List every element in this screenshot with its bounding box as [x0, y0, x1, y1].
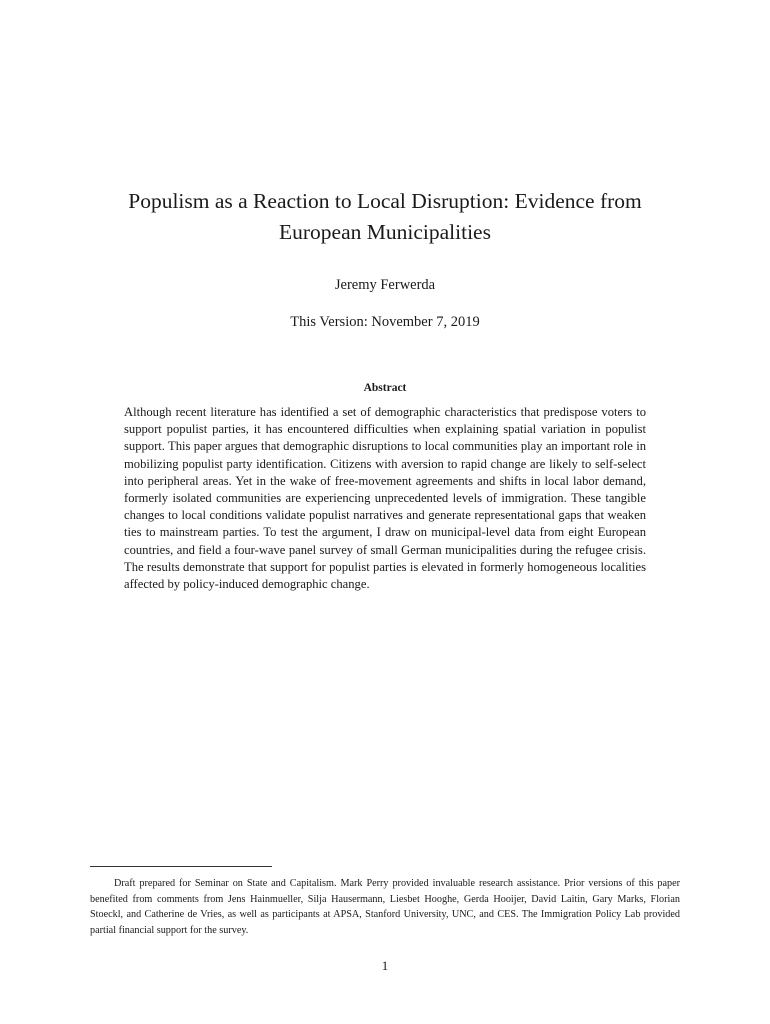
paper-title: Populism as a Reaction to Local Disruption: Evidence from European Municipalities [128, 189, 642, 244]
version-date: This Version: November 7, 2019 [290, 314, 480, 330]
footnote: Draft prepared for Seminar on State and Capitalism. Mark Perry provided invaluable research assistance. Prior versions of this paper benefited from comments from Jens Hainmueller, Silja Hausermann, Liesbet Hooghe, Gerda Hooijer, David Laitin, Gary Marks, Florian Stoeckl, and Catherine de Vries, as well as participants at APSA, Stanford University, UNC, and CES. The Immigration Policy Lab provided partial financial support for the survey. [90, 878, 680, 936]
author-name: Jeremy Ferwerda [334, 277, 436, 293]
abstract-body: Although recent literature has identified a set of demographic characteristics that predispose voters to support populist parties, it has encountered difficulties when explaining spatial variation in populist support. This paper argues that demographic disruptions to local communities play an important role in mobilizing populist party identification. Citizens with aversion to rapid change are likely to self-select into peripheral areas. Yet in the wake of free-movement agreements and shifts in local labor demand, formerly isolated communities are experiencing unprecedented levels of immigration. These tangible changes to local conditions validate populist narratives and generate representational gaps that weaken ties to mainstream parties. To test the argument, I draw on municipal-level data from eight European countries, and field a four-wave panel survey of small German municipalities during the refugee crisis. The results demonstrate that support for populist parties is elevated in formerly homogeneous localities affected by policy-induced demographic change. [124, 405, 646, 592]
page-number: 1 [381, 958, 389, 973]
abstract-heading: Abstract [363, 382, 407, 394]
footnote-rule [90, 866, 272, 867]
